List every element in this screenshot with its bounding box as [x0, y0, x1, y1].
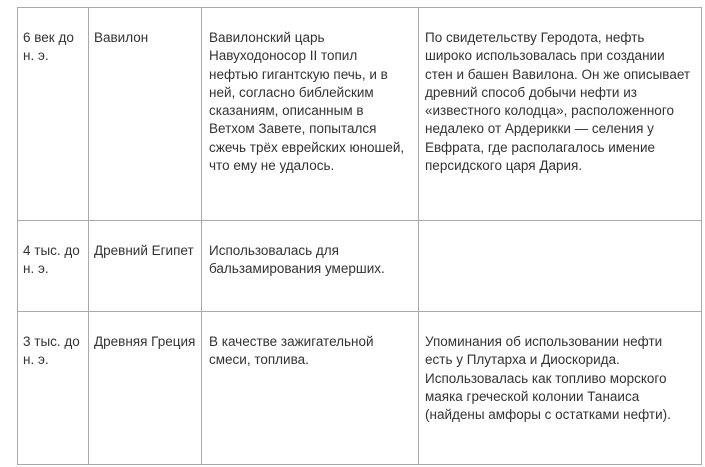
- usage-cell: В качестве зажигательной смеси, топлива.: [202, 312, 419, 465]
- region-cell: Вавилон: [89, 8, 202, 221]
- period-cell: 6 век до н. э.: [18, 8, 89, 221]
- details-cell: Упоминания об использовании нефти есть у Плутарха и Диоскорида. Использовалась как топливо морского маяка греческой колонии Танаиса (найдены амфоры с остатками нефти).: [419, 312, 702, 465]
- history-table: [17, 7, 702, 465]
- table-row: [18, 312, 702, 465]
- table-row: [18, 221, 702, 312]
- usage-cell: Вавилонский царь Навуходоносор II топил нефтью гигантскую печь, и в ней, согласно библейским сказаниям, описанным в Ветхом Завете, попытался сжечь трёх еврейских юношей, что ему не удалось.: [202, 8, 419, 221]
- details-cell: По свидетельству Геродота, нефть широко использовалась при создании стен и башен Вавилона. Он же описывает древний способ добычи нефти из «известного колодца», расположенного недалеко от Ардерикки — селения у Евфрата, где располагалось имение персидского царя Дария.: [419, 8, 702, 221]
- period-cell: 4 тыс. до н. э.: [18, 221, 89, 312]
- table-row: [18, 8, 702, 221]
- period-cell: 3 тыс. до н. э.: [18, 312, 89, 465]
- region-cell: Древняя Греция: [89, 312, 202, 465]
- usage-cell: Использовалась для бальзамирования умерших.: [202, 221, 419, 312]
- region-cell: Древний Египет: [89, 221, 202, 312]
- details-cell: [419, 221, 702, 312]
